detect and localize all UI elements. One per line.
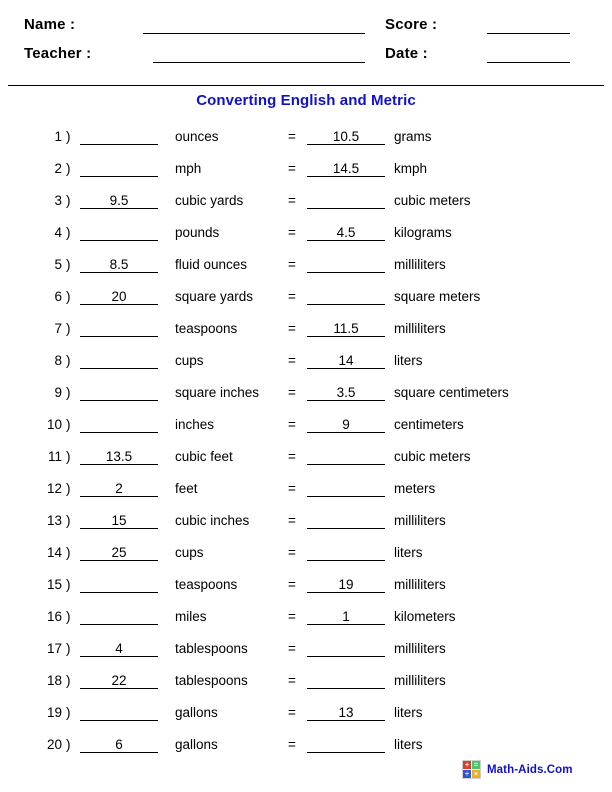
answer-blank-right[interactable]: 14.5: [307, 160, 385, 177]
answer-blank-right[interactable]: [307, 256, 385, 273]
unit-label-left: mph: [175, 161, 202, 176]
problem-paren: ): [66, 225, 71, 240]
unit-label-right: liters: [394, 705, 423, 720]
answer-blank-right[interactable]: 10.5: [307, 128, 385, 145]
problem-number: 13: [46, 513, 62, 528]
unit-label-right: liters: [394, 545, 423, 560]
unit-label-right: kmph: [394, 161, 428, 176]
answer-blank-left[interactable]: 9.5: [80, 192, 158, 209]
answer-blank-left[interactable]: [80, 704, 158, 721]
answer-blank-right[interactable]: [307, 672, 385, 689]
problem-list: [0, 122, 612, 762]
worksheet-footer: [0, 760, 612, 786]
problem-paren: ): [66, 641, 71, 656]
unit-label-left: ounces: [175, 129, 219, 144]
problem-paren: ): [66, 449, 71, 464]
answer-blank-right[interactable]: 3.5: [307, 384, 385, 401]
unit-label-right: cubic meters: [394, 193, 471, 208]
problem-paren: ): [66, 577, 71, 592]
problem-number: 18: [46, 673, 62, 688]
answer-blank-left[interactable]: 25: [80, 544, 158, 561]
teacher-label: Teacher :: [24, 45, 92, 62]
problem-row: [0, 634, 612, 666]
problem-number: 17: [46, 641, 62, 656]
unit-label-left: fluid ounces: [175, 257, 248, 272]
answer-blank-right[interactable]: 11.5: [307, 320, 385, 337]
problem-number: 8: [54, 353, 62, 368]
answer-blank-right[interactable]: [307, 512, 385, 529]
problem-row: [0, 506, 612, 538]
unit-label-left: miles: [175, 609, 207, 624]
answer-blank-left[interactable]: 20: [80, 288, 158, 305]
equals-sign: =: [288, 129, 296, 144]
problem-number: 4: [54, 225, 62, 240]
problem-paren: ): [66, 705, 71, 720]
unit-label-left: cubic inches: [175, 513, 250, 528]
problem-paren: ): [66, 257, 71, 272]
problem-row: [0, 186, 612, 218]
equals-sign: =: [288, 449, 296, 464]
equals-sign: =: [288, 609, 296, 624]
problem-paren: ): [66, 289, 71, 304]
unit-label-left: square inches: [175, 385, 260, 400]
unit-label-right: milliliters: [394, 513, 446, 528]
unit-label-left: tablespoons: [175, 673, 248, 688]
problem-paren: ): [66, 353, 71, 368]
answer-blank-left[interactable]: [80, 384, 158, 401]
answer-blank-left[interactable]: 8.5: [80, 256, 158, 273]
equals-sign: =: [288, 321, 296, 336]
problem-paren: ): [66, 321, 71, 336]
problem-paren: ): [66, 545, 71, 560]
problem-number: 9: [54, 385, 62, 400]
problem-row: [0, 378, 612, 410]
answer-blank-right[interactable]: [307, 192, 385, 209]
problem-row: [0, 154, 612, 186]
equals-sign: =: [288, 513, 296, 528]
problem-row: [0, 250, 612, 282]
problem-row: [0, 218, 612, 250]
logo-multiply-icon: ×: [473, 770, 479, 778]
problem-paren: ): [66, 513, 71, 528]
problem-row: [0, 570, 612, 602]
unit-label-right: cubic meters: [394, 449, 471, 464]
answer-blank-right[interactable]: 19: [307, 576, 385, 593]
date-label: Date :: [385, 45, 428, 62]
problem-row: [0, 410, 612, 442]
equals-sign: =: [288, 161, 296, 176]
problem-number: 16: [46, 609, 62, 624]
unit-label-left: cups: [175, 545, 204, 560]
unit-label-left: inches: [175, 417, 215, 432]
page-title: Converting English and Metric: [196, 92, 416, 109]
problem-number: 5: [54, 257, 62, 272]
answer-blank-right[interactable]: 4.5: [307, 224, 385, 241]
unit-label-right: meters: [394, 481, 436, 496]
answer-blank-left[interactable]: 22: [80, 672, 158, 689]
teacher-input[interactable]: [153, 62, 365, 63]
equals-sign: =: [288, 225, 296, 240]
score-input[interactable]: [487, 33, 570, 34]
unit-label-right: liters: [394, 353, 423, 368]
unit-label-right: milliliters: [394, 673, 446, 688]
answer-blank-left[interactable]: 13.5: [80, 448, 158, 465]
problem-number: 14: [46, 545, 62, 560]
equals-sign: =: [288, 417, 296, 432]
answer-blank-right[interactable]: [307, 640, 385, 657]
answer-blank-left[interactable]: [80, 608, 158, 625]
unit-label-right: kilograms: [394, 225, 452, 240]
problem-row: [0, 474, 612, 506]
unit-label-right: square meters: [394, 289, 481, 304]
unit-label-left: gallons: [175, 737, 218, 752]
unit-label-left: pounds: [175, 225, 220, 240]
problem-paren: ): [66, 161, 71, 176]
equals-sign: =: [288, 481, 296, 496]
unit-label-left: feet: [175, 481, 198, 496]
brand[interactable]: [462, 760, 573, 779]
answer-blank-left[interactable]: [80, 352, 158, 369]
problem-row: [0, 122, 612, 154]
unit-label-left: tablespoons: [175, 641, 248, 656]
unit-label-right: centimeters: [394, 417, 464, 432]
answer-blank-right[interactable]: [307, 736, 385, 753]
problem-paren: ): [66, 129, 71, 144]
equals-sign: =: [288, 289, 296, 304]
problem-row: [0, 538, 612, 570]
problem-number: 2: [54, 161, 62, 176]
name-input[interactable]: [143, 33, 365, 34]
problem-paren: ): [66, 481, 71, 496]
unit-label-left: gallons: [175, 705, 218, 720]
answer-blank-right[interactable]: 13: [307, 704, 385, 721]
answer-blank-right[interactable]: [307, 448, 385, 465]
answer-blank-left[interactable]: [80, 320, 158, 337]
problem-paren: ): [66, 673, 71, 688]
problem-paren: ): [66, 609, 71, 624]
unit-label-left: square yards: [175, 289, 254, 304]
answer-blank-left[interactable]: 6: [80, 736, 158, 753]
logo-plus-icon: +: [464, 761, 470, 769]
problem-row: [0, 666, 612, 698]
problem-number: 7: [54, 321, 62, 336]
answer-blank-right[interactable]: 1: [307, 608, 385, 625]
equals-sign: =: [288, 673, 296, 688]
problem-number: 15: [46, 577, 62, 592]
equals-sign: =: [288, 737, 296, 752]
problem-row: [0, 442, 612, 474]
unit-label-left: teaspoons: [175, 321, 238, 336]
equals-sign: =: [288, 353, 296, 368]
problem-number: 11: [47, 449, 62, 464]
worksheet-header: [0, 0, 612, 86]
equals-sign: =: [288, 193, 296, 208]
problem-number: 6: [54, 289, 62, 304]
unit-label-right: milliliters: [394, 641, 446, 656]
brand-text: Math-Aids.Com: [487, 763, 573, 776]
unit-label-right: grams: [394, 129, 432, 144]
problem-paren: ): [66, 737, 71, 752]
unit-label-left: teaspoons: [175, 577, 238, 592]
problem-number: 12: [46, 481, 62, 496]
problem-row: [0, 602, 612, 634]
answer-blank-left[interactable]: [80, 160, 158, 177]
date-input[interactable]: [487, 62, 570, 63]
unit-label-left: cubic yards: [175, 193, 244, 208]
equals-sign: =: [288, 385, 296, 400]
problem-number: 1: [54, 129, 62, 144]
answer-blank-left[interactable]: [80, 128, 158, 145]
problem-number: 20: [46, 737, 62, 752]
problem-row: [0, 314, 612, 346]
problem-row: [0, 346, 612, 378]
problem-row: [0, 282, 612, 314]
logo-equals-icon: =: [473, 761, 479, 769]
answer-blank-left[interactable]: 4: [80, 640, 158, 657]
unit-label-right: kilometers: [394, 609, 456, 624]
unit-label-left: cups: [175, 353, 204, 368]
answer-blank-left[interactable]: [80, 416, 158, 433]
score-label: Score :: [385, 16, 438, 33]
answer-blank-left[interactable]: 15: [80, 512, 158, 529]
equals-sign: =: [288, 705, 296, 720]
answer-blank-left[interactable]: 2: [80, 480, 158, 497]
answer-blank-right[interactable]: 9: [307, 416, 385, 433]
math-aids-logo-icon: [462, 760, 481, 779]
problem-paren: ): [66, 385, 71, 400]
problem-number: 19: [46, 705, 62, 720]
answer-blank-right[interactable]: [307, 480, 385, 497]
answer-blank-right[interactable]: [307, 544, 385, 561]
unit-label-right: liters: [394, 737, 423, 752]
unit-label-right: milliliters: [394, 577, 446, 592]
problem-paren: ): [66, 417, 71, 432]
problem-paren: ): [66, 193, 71, 208]
unit-label-right: milliliters: [394, 321, 446, 336]
unit-label-left: cubic feet: [175, 449, 233, 464]
equals-sign: =: [288, 641, 296, 656]
problem-row: [0, 698, 612, 730]
equals-sign: =: [288, 577, 296, 592]
answer-blank-right[interactable]: 14: [307, 352, 385, 369]
logo-divide-icon: ÷: [463, 770, 471, 778]
name-label: Name :: [24, 16, 76, 33]
problem-number: 10: [46, 417, 62, 432]
unit-label-right: square centimeters: [394, 385, 509, 400]
problem-number: 3: [54, 193, 62, 208]
answer-blank-right[interactable]: [307, 288, 385, 305]
header-divider: [8, 85, 604, 86]
problem-row: [0, 730, 612, 762]
answer-blank-left[interactable]: [80, 576, 158, 593]
equals-sign: =: [288, 545, 296, 560]
unit-label-right: milliliters: [394, 257, 446, 272]
equals-sign: =: [288, 257, 296, 272]
answer-blank-left[interactable]: [80, 224, 158, 241]
